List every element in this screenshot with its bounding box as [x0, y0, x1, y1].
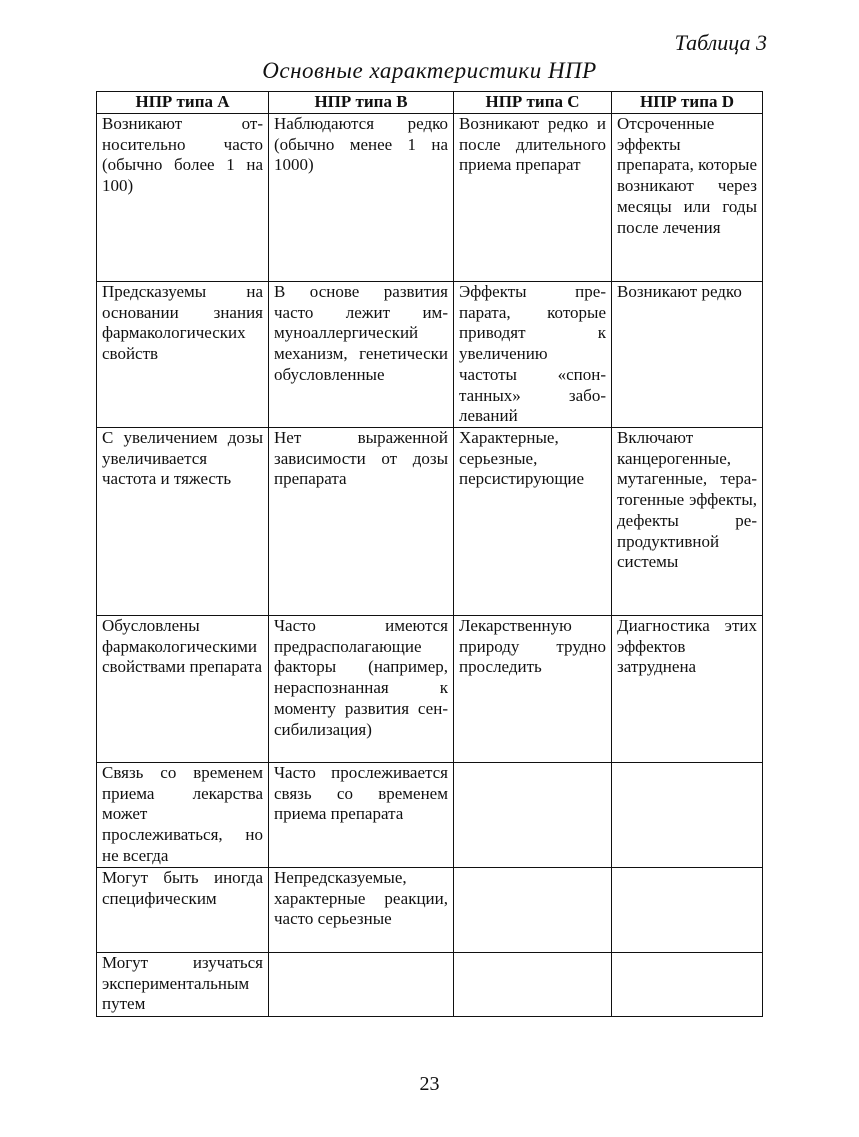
header-type-c: НПР типа C: [454, 92, 612, 114]
table-row: [97, 282, 763, 428]
table-cell: [454, 868, 612, 953]
table-row: [97, 868, 763, 953]
table-cell: Могут быть иногда специфическим: [97, 868, 269, 953]
npr-characteristics-table: [96, 91, 763, 1017]
table-cell: В основе развития часто лежит иммуноаллергический механизм, генетически обусловленные: [269, 282, 454, 428]
table-cell: Характерные, серьезные, персистирующие: [454, 428, 612, 616]
table-cell: Часто прослеживается связь со временем приема препарата: [269, 763, 454, 868]
table-cell: Могут изучаться экспериментальным путем: [97, 953, 269, 1017]
table-cell: Диагностика этих эффектов затруднена: [612, 616, 763, 763]
table-cell: Непредсказуемые, характерные реакции, часто серьезные: [269, 868, 454, 953]
table-cell: [454, 763, 612, 868]
header-type-b: НПР типа B: [269, 92, 454, 114]
table-cell: Возникают редко: [612, 282, 763, 428]
table-row: [97, 114, 763, 282]
table-cell: Эффекты препарата, которые приводят к увеличению частоты «спонтанных» заболеваний: [454, 282, 612, 428]
table-cell: [612, 953, 763, 1017]
table-cell: Связь со временем приема лекарства может прослеживаться, но не всегда: [97, 763, 269, 868]
page-number: 23: [419, 1073, 440, 1095]
table-cell: [454, 953, 612, 1017]
table-cell: Возникают относительно часто (обычно более 1 на 100): [97, 114, 269, 282]
table-number-label: Таблица 3: [674, 30, 767, 55]
header-type-a: НПР типа A: [97, 92, 269, 114]
table-cell: Возникают редко и после длительного приема препарат: [454, 114, 612, 282]
table-row: [97, 953, 763, 1017]
table-cell: Наблюдаются редко (обычно менее 1 на 1000): [269, 114, 454, 282]
table-cell: С увеличением дозы увеличивается частота и тяжесть: [97, 428, 269, 616]
table-row: [97, 616, 763, 763]
table-cell: [612, 763, 763, 868]
table-cell: Лекарственную природу трудно проследить: [454, 616, 612, 763]
table-cell: Отсроченные эффекты препарата, которые возникают через месяцы или годы после лечения: [612, 114, 763, 282]
table-cell: [269, 953, 454, 1017]
table-header-row: [97, 92, 763, 114]
table-cell: [612, 868, 763, 953]
table-cell: Обусловлены фармакологическими свойствами препарата: [97, 616, 269, 763]
header-type-d: НПР типа D: [612, 92, 763, 114]
table-cell: Включают канцерогенные, мутагенные, тератогенные эффекты, дефекты репродуктивной системы: [612, 428, 763, 616]
table-row: [97, 428, 763, 616]
table-title: Основные характеристики НПР: [262, 58, 597, 83]
table-cell: Нет выраженной зависимости от дозы препарата: [269, 428, 454, 616]
table-row: [97, 763, 763, 868]
table-cell: Предсказуемы на основании знания фармакологических свойств: [97, 282, 269, 428]
table-cell: Часто имеются предрасполагающие факторы (например, нераспознанная к моменту развития сенсибилизация): [269, 616, 454, 763]
